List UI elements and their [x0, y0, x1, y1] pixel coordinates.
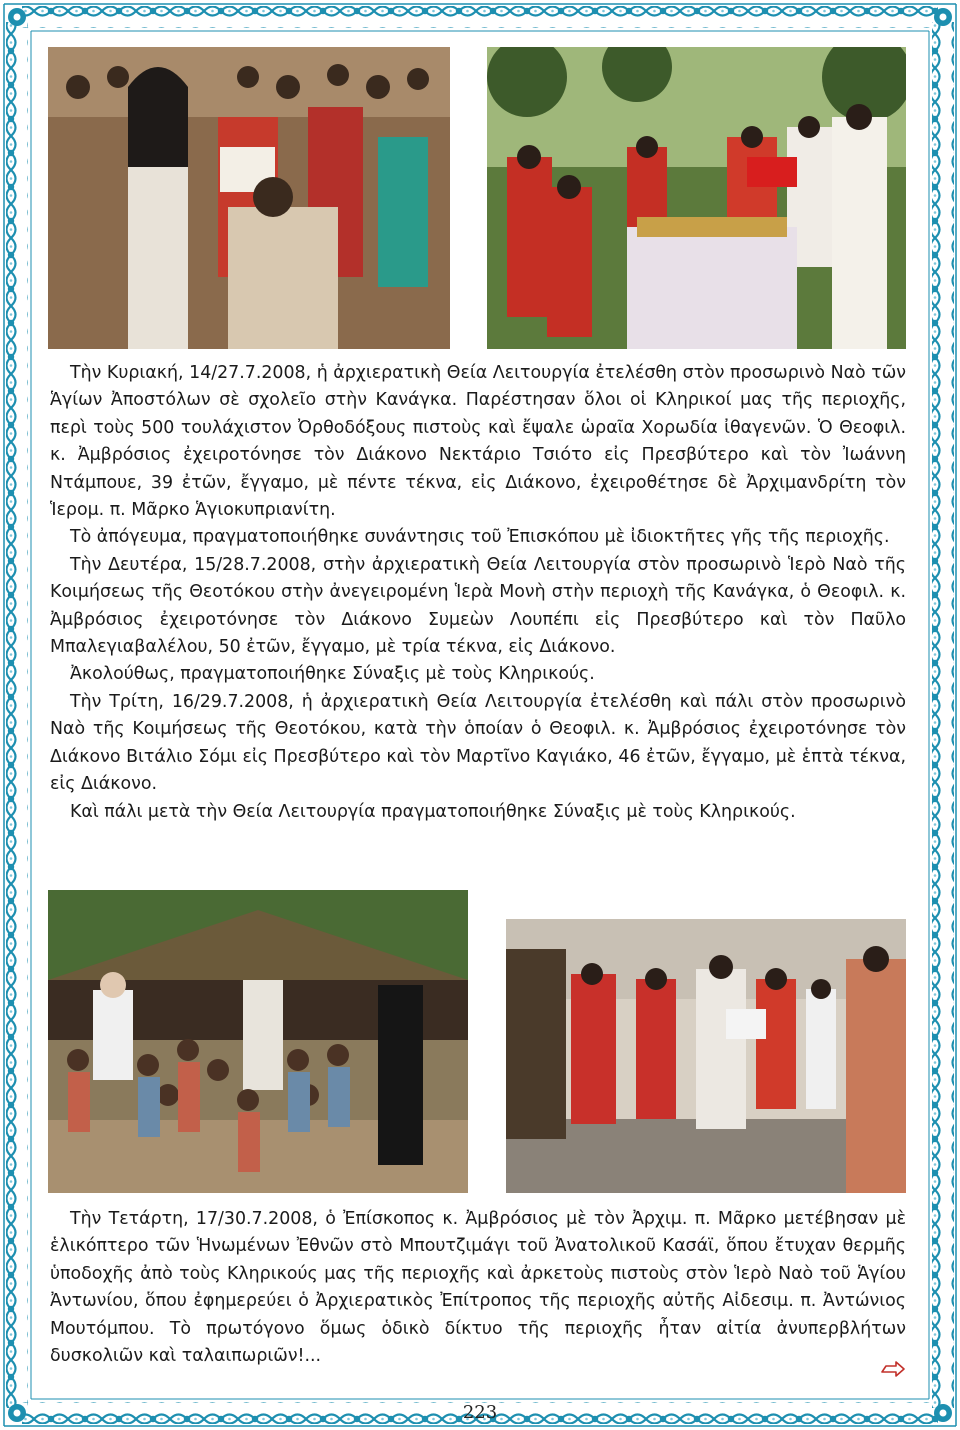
photo-ordination-school	[48, 47, 450, 349]
photo-children-group	[48, 890, 468, 1193]
photo-church-interior	[506, 919, 906, 1193]
paragraph-sunday: Τὴν Κυριακή, 14/27.7.2008, ἡ ἀρχιερατικὴ Θεία Λειτουργία ἐτελέσθη στὸν προσωρινὸ Ναὸ τῶν Ἁγίων Ἀποστόλων σὲ σχολεῖο στὴν Κανάγκα. Παρέστησαν ὅλοι οἱ Κληρικοί μας τῆς περιοχῆς, περὶ τοὺς 500 τουλάχιστον Ὀρθοδόξους πιστοὺς καὶ ἔψαλε ὡραῖα Χορωδία ἰθαγενῶν. Ὁ Θεοφιλ. κ. Ἀμβρόσιος ἐχειροτόνησε τὸν Διάκονο Νεκτάριο Τσιότο εἰς Πρεσβύτερο καὶ τὸν Ἰωάννη Ντάμπουε, 39 ἐτῶν, ἔγγαμο, μὲ πέντε τέκνα, εἰς Διάκονο, ἐχειροθέτησε δὲ Ἀρχιμανδρίτη τὸν Ἱερομ. π. Μᾶρκο Ἁγιοκυπριανίτη.	[50, 363, 906, 521]
page-number: 223	[462, 1402, 498, 1423]
article-body	[50, 360, 906, 826]
page-continue-icon	[880, 1358, 906, 1378]
photo-altar-liturgy	[487, 47, 906, 349]
paragraph-tuesday: Τὴν Τρίτη, 16/29.7.2008, ἡ ἀρχιερατικὴ Θεία Λειτουργία ἐτελέσθη καὶ πάλι στὸν προσωρινὸ Ναὸ τῆς Κοιμήσεως τῆς Θεοτόκου, κατὰ τὴν ὁποίαν ὁ Θεοφιλ. κ. Ἀμβρόσιος ἐχειροτόνησε τὸν Διάκονο Βιτάλιο Σόμι εἰς Πρεσβύτερο καὶ τὸν Μαρτῖνο Καγιάκο, 46 ἐτῶν, ἔγγαμο, μὲ ἑπτὰ τέκνα, εἰς Διάκονο.	[50, 691, 906, 795]
paragraph-monday: Τὴν Δευτέρα, 15/28.7.2008, στὴν ἀρχιερατικὴ Θεία Λειτουργία στὸν προσωρινὸ Ἱερὸ Ναὸ τῆς Κοιμήσεως τῆς Θεοτόκου στὴν ἀνεγειρομένη Ἱερὰ Μονὴ στὴν περιοχὴ τῆς Κανάγκα, ὁ Θεοφιλ. κ. Ἀμβρόσιος ἐχειροτόνησε τὸν Διάκονο Συμεὼν Λουπέπι εἰς Πρεσβύτερο καὶ τὸν Παῦλο Μπαλεγιαβαλέλου, 50 ἐτῶν, ἔγγαμο, μὲ τρία τέκνα, εἰς Διάκονο.	[50, 554, 906, 658]
paragraph-synaxis-again: Καὶ πάλι μετὰ τὴν Θεία Λειτουργία πραγματοποιήθηκε Σύναξις μὲ τοὺς Κληρικούς.	[70, 801, 796, 822]
paragraph-synaxis: Ἀκολούθως, πραγματοποιήθηκε Σύναξις μὲ τοὺς Κληρικούς.	[70, 664, 595, 685]
paragraph-wednesday: Τὴν Τετάρτη, 17/30.7.2008, ὁ Ἐπίσκοπος κ. Ἀμβρόσιος μὲ τὸν Ἀρχιμ. π. Μᾶρκο μετέβησαν μὲ ἑλικόπτερο τῶν Ἡνωμένων Ἐθνῶν στὸ Μπουτζιμάγι τοῦ Ἀνατολικοῦ Κασάϊ, ὅπου ἔτυχαν θερμῆς ὑποδοχῆς ἀπὸ τοὺς Κληρικούς μας τῆς περιοχῆς καὶ ἀρκετοὺς πιστοὺς στὸν Ἱερὸ Ναὸ τοῦ Ἁγίου Ἀντωνίου, ὅπου ἐφημερεύει ὁ Ἀρχιερατικὸς Ἐπίτροπος τῆς περιοχῆς αὐτῆς Αἰδεσιμ. π. Ἀντώνιος Μουτόμπου. Τὸ πρωτόγονο ὅμως ὁδικὸ δίκτυο τῆς περιοχῆς ἦταν αἰτία ἀνυπερβλήτων δυσκολιῶν καὶ ταλαιπωριῶν!...	[50, 1209, 906, 1367]
article-body-continued	[50, 1206, 906, 1370]
paragraph-afternoon: Τὸ ἀπόγευμα, πραγματοποιήθηκε συνάντησις τοῦ Ἐπισκόπου μὲ ἰδιοκτῆτες γῆς τῆς περιοχῆς.	[70, 527, 890, 548]
